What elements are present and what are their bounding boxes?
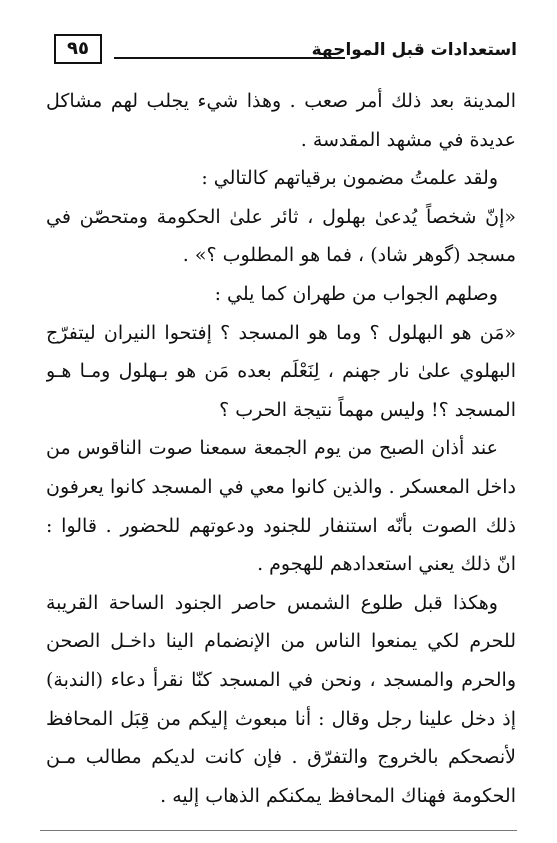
text-line: والحرم والمسجد ، ونحن في المسجد كنّا نقرأ دعاء (الندبة) — [46, 668, 516, 691]
text-line: للحرم لكي يمنعوا الناس من الإنضمام الينا داخـل الصحن — [46, 630, 516, 653]
text-line: انّ ذلك يعني استعدادهم للهجوم . — [257, 553, 516, 576]
text-line: الحكومة فهناك المحافظ يمكنكم الذهاب إليه . — [160, 784, 516, 807]
footer-rule — [40, 830, 517, 831]
text-line: إذ دخل علينا رجل وقال : أنا مبعوث إليكم من قِبَل المحافظ — [46, 707, 516, 730]
text-line: المسجد ؟! وليس مهماً نتيجة الحرب ؟ — [219, 398, 516, 421]
text-line: لأنصحكم بالخروج والتفرّق . فإن كانت لديكم مطالب مـن — [46, 746, 516, 769]
text-line: «مَن هو البهلول ؟ وما هو المسجد ؟ إفتحوا النيران ليتفرّج — [46, 321, 516, 344]
text-line: عديدة في مشهد المقدسة . — [300, 128, 516, 151]
text-line: عند أذان الصبح من يوم الجمعة سمعنا صوت الناقوس من — [46, 437, 498, 460]
text-line: «إنّ شخصاً يُدعىٰ بهلول ، ثائر علىٰ الحكومة ومتحصّن في — [46, 205, 516, 228]
page-header — [54, 34, 517, 70]
text-line: مسجد (گوهر شاد) ، فما هو المطلوب ؟» . — [182, 244, 516, 267]
running-title: استعدادات قبل المواجهة — [311, 40, 517, 60]
page-number: ٩٥ — [54, 34, 102, 64]
text-line: ذلك الصوت بأنّه استنفار للجنود ودعوتهم للحضور . قالوا : — [46, 514, 516, 537]
header-rule — [114, 57, 345, 59]
text-line: وصلهم الجواب من طهران كما يلي : — [214, 282, 498, 305]
text-line: ولقد علمتُ مضمون برقياتهم كالتالي : — [201, 167, 498, 190]
text-line: البهلوي علىٰ نار جهنم ، لِنَعْلَم بعده مَن هو بـهلول ومـا هـو — [46, 360, 516, 383]
text-line: داخل المعسكر . والذين كانوا معي في المسجد كانوا يعرفون — [46, 475, 516, 498]
text-line: المدينة بعد ذلك أمر صعب . وهذا شيء يجلب لهم مشاكل — [46, 90, 516, 112]
body-text — [46, 82, 516, 815]
text-line: وهكذا قبل طلوع الشمس حاصر الجنود الساحة القريبة — [46, 591, 498, 614]
